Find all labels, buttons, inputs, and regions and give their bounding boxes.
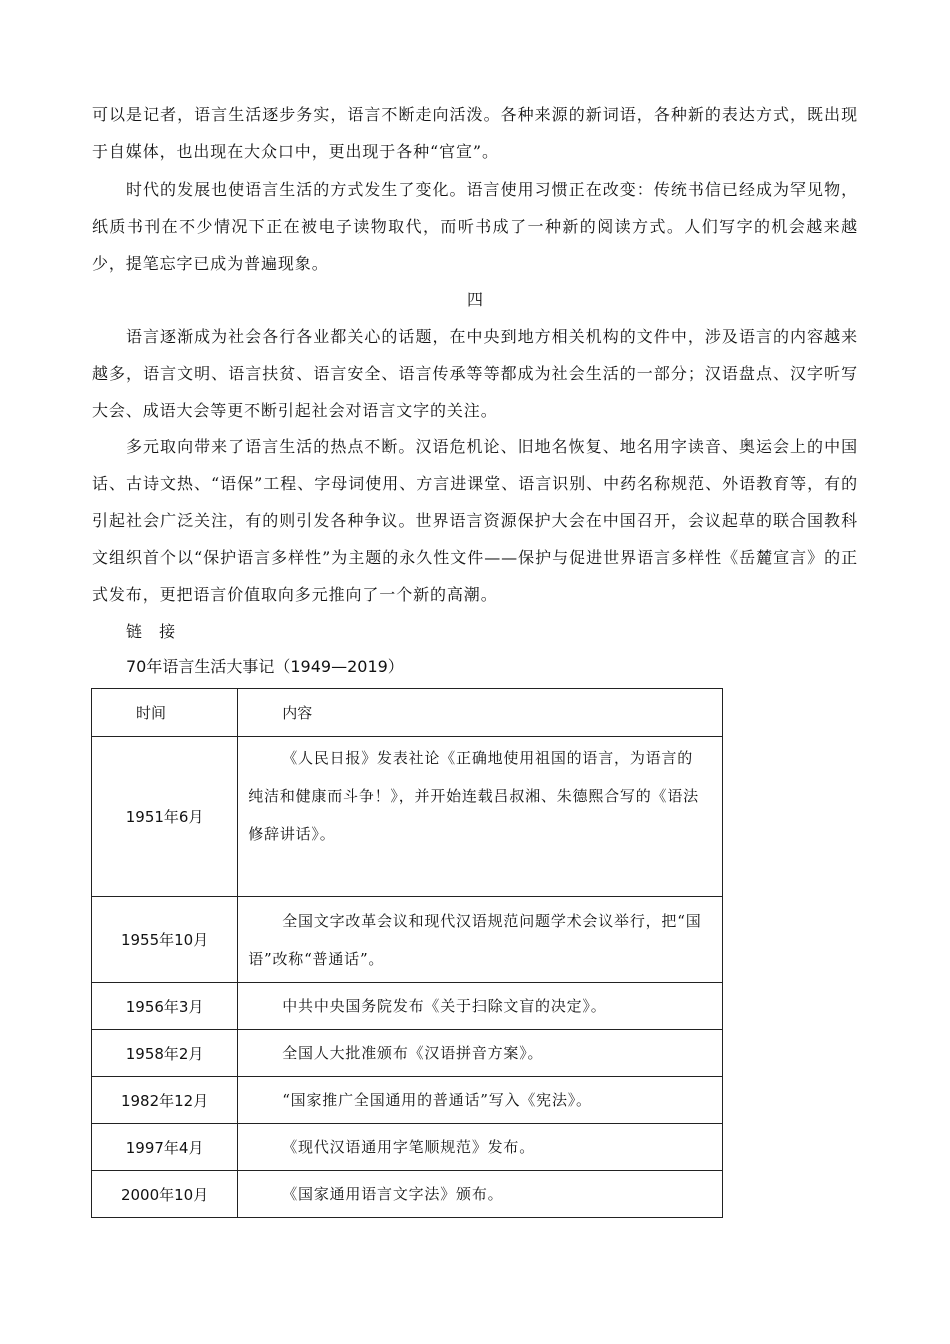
row-content bbox=[238, 1077, 723, 1124]
paragraph-diverse-orientation: 多元取向带来了语言生活的热点不断。汉语危机论、旧地名恢复、地名用字读音、奥运会上的中国话、古诗文热、“语保”工程、字母词使用、方言进课堂、语言识别、中药名称规范、外语教育等，有的引起社会广泛关注，有的则引发各种争议。世界语言资源保护大会在中国召开，会议起草的联合国教科文组织首个以“保护语言多样性”为主题的永久性文件——保护与促进世界语言多样性《岳麓宣言》的正式发布，更把语言价值取向多元推向了一个新的高潮。 bbox=[92, 437, 858, 604]
section-heading: 四 bbox=[466, 290, 483, 309]
table-row bbox=[92, 983, 723, 1030]
row-content-text: “国家推广全国通用的普通话”写入《宪法》。 bbox=[282, 1091, 592, 1109]
row-content-text: 《人民日报》发表社论《正确地使用祖国的语言，为语言的纯洁和健康而斗争！》，并开始连载吕叔湘、朱德熙合写的《语法修辞讲话》。 bbox=[248, 749, 699, 843]
table-row bbox=[92, 897, 723, 983]
row-content bbox=[238, 1124, 723, 1171]
row-time: 2000年10月 bbox=[92, 1171, 238, 1218]
row-content bbox=[238, 897, 723, 983]
link-label: 链 接 bbox=[126, 622, 182, 641]
events-table bbox=[91, 688, 723, 1218]
table-header-row bbox=[92, 689, 723, 737]
row-content-text: 全国人大批准颁布《汉语拼音方案》。 bbox=[282, 1044, 544, 1062]
table-caption: 70年语言生活大事记（1949—2019） bbox=[126, 657, 404, 676]
row-time: 1951年6月 bbox=[92, 737, 238, 897]
row-content bbox=[238, 737, 723, 897]
paragraph-lifestyle-change: 时代的发展也使语言生活的方式发生了变化。语言使用习惯正在改变：传统书信已经成为罕见物，纸质书刊在不少情况下正在被电子读物取代，而听书成了一种新的阅读方式。人们写字的机会越来越少，提笔忘字已成为普遍现象。 bbox=[92, 180, 858, 273]
table-row bbox=[92, 1077, 723, 1124]
row-time: 1956年3月 bbox=[92, 983, 238, 1030]
row-content-text: 中共中央国务院发布《关于扫除文盲的决定》。 bbox=[282, 997, 607, 1015]
row-time: 1982年12月 bbox=[92, 1077, 238, 1124]
table-row bbox=[92, 1171, 723, 1218]
row-time: 1997年4月 bbox=[92, 1124, 238, 1171]
row-content-text: 《现代汉语通用字笔顺规范》发布。 bbox=[282, 1138, 536, 1156]
row-content bbox=[238, 1030, 723, 1077]
paragraph-continuation: 可以是记者，语言生活逐步务实，语言不断走向活泼。各种来源的新词语，各种新的表达方式，既出现于自媒体，也出现在大众口中，更出现于各种“官宣”。 bbox=[92, 105, 858, 161]
header-content: 内容 bbox=[238, 689, 723, 737]
row-content bbox=[238, 983, 723, 1030]
row-content-text: 《国家通用语言文字法》颁布。 bbox=[282, 1185, 504, 1203]
paragraph-social-topic: 语言逐渐成为社会各行各业都关心的话题，在中央到地方相关机构的文件中，涉及语言的内容越来越多，语言文明、语言扶贫、语言安全、语言传承等等都成为社会生活的一部分；汉语盘点、汉字听写大会、成语大会等更不断引起社会对语言文字的关注。 bbox=[92, 327, 858, 420]
table-row bbox=[92, 1030, 723, 1077]
row-time: 1955年10月 bbox=[92, 897, 238, 983]
row-content-text: 全国文字改革会议和现代汉语规范问题学术会议举行，把“国语”改称“普通话”。 bbox=[248, 911, 702, 968]
table-row bbox=[92, 737, 723, 897]
row-time: 1958年2月 bbox=[92, 1030, 238, 1077]
header-time: 时间 bbox=[92, 689, 238, 737]
row-content bbox=[238, 1171, 723, 1218]
table-row bbox=[92, 1124, 723, 1171]
